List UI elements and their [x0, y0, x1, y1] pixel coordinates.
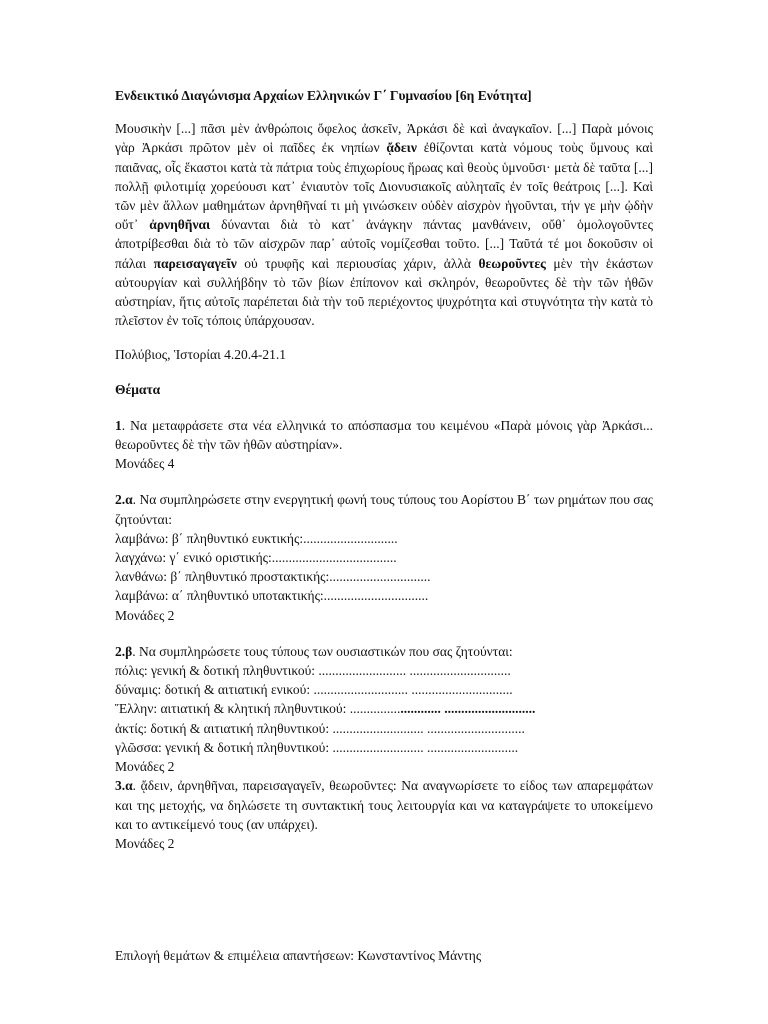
- question-1-marks: Μονάδες 4: [115, 456, 175, 472]
- question-2b-item: [115, 699, 653, 718]
- question-2a-body: . Να συμπληρώσετε στην ενεργητική φωνή τους τύπους του Αορίστου Β΄ των ρημάτων που σας ζητούνται:: [115, 492, 653, 527]
- question-1: [115, 416, 653, 474]
- passage-keyword-pareisagagein: παρεισαγαγεῖν: [153, 255, 237, 271]
- passage-keyword-arnithinai: ἀρνηθῆναι: [149, 217, 211, 233]
- question-3a-number: 3.α: [115, 778, 133, 794]
- document-title: Ενδεικτικό Διαγώνισμα Αρχαίων Ελληνικών Γ΄ Γυμνασίου [6η Ενότητα]: [115, 88, 532, 103]
- passage-text-4: οὐ τρυφῆς καὶ περιουσίας χάριν, ἀλλὰ: [244, 255, 471, 271]
- document-content: [115, 86, 653, 853]
- passage-keyword-adein: ᾄδειν: [386, 140, 417, 156]
- question-2b-marks: Μονάδες 2: [115, 759, 175, 775]
- passage-text-5: μὲν τὴν ἑκάστων αὐτουργίαν καὶ συλλήβδην τὸ τῶν βίων ἐπίπονον καὶ σκληρόν, θεωροῦντες δὲ τὴν τῶν ἠθῶν αὐστηρίαν, ἥτις αὐτοῖς παρέπεται διὰ τὴν τοῦ περιέχοντος ψυχρότητα καὶ στυγνότητα τὴν κατὰ τὸ πλεῖστον ἐν τοῖς τόποις ὑπάρχουσαν.: [115, 255, 654, 329]
- question-3a-body: . ᾄδειν, ἀρνηθῆναι, παρεισαγαγεῖν, θεωροῦντες: Να αναγνωρίσετε το είδος των απαρεμφάτων και της μετοχής, να δηλώσετε τη συντακτική τους λειτουργία και να καταγράψετε το υποκείμενο και το αντικείμενό τους (αν υπάρχει).: [115, 778, 653, 832]
- question-2b-number: 2.β: [115, 643, 133, 659]
- question-2a-item: λαμβάνω: β΄ πληθυντικό ευκτικής:............................: [115, 530, 398, 546]
- question-2b-item: γλῶσσα: γενική & δοτική πληθυντικού: ........................... ...........................: [115, 739, 519, 755]
- question-2a-marks: Μονάδες 2: [115, 607, 175, 623]
- greek-passage: [115, 119, 653, 330]
- passage-source: Πολύβιος, Ἱστορίαι 4.20.4-21.1: [115, 347, 286, 363]
- question-2a-text: [115, 490, 653, 528]
- question-2a-item: λανθάνω: β΄ πληθυντικό προστακτικής:..............................: [115, 569, 431, 585]
- passage-text-2: ἐθίζονται κατὰ νόμους τοὺς ὕμνους καὶ παιᾶνας, οἷς ἕκαστοι κατὰ τὰ πάτρια τοὺς ἐπιχωρίους ἥρωας καὶ θεοὺς ὑμνοῦσι· μετὰ δὲ ταῦτα [...] πολλῇ φιλοτιμίᾳ χορεύουσι κατ᾽ ἐνιαυτὸν τοῖς Διονυσιακοῖς αὐληταῖς ἐν τοῖς θεάτροις [...]. Καὶ τῶν μὲν ἄλλων μαθημάτων ἀρνηθῆναί τι μὴ γινώσκειν οὐδὲν αἰσχρὸν ἡγοῦνται, τήν γε μὴν ᾠδὴν οὔτ᾽: [115, 140, 654, 233]
- question-1-body: . Να μεταφράσετε στα νέα ελληνικά το απόσπασμα του κειμένου «Παρὰ μόνοις γὰρ Ἀρκάσι... θεωροῦντες δὲ τὴν τῶν ἠθῶν αὐστηρίαν».: [115, 417, 653, 453]
- passage-text-3: δύνανται διὰ τὸ κατ᾽ ἀνάγκην πάντας μανθάνειν, οὔθ᾽ ὁμολογοῦντες ἀποτρίβεσθαι διὰ τὸ τῶν αἰσχρῶν παρ᾽ αὐτοῖς νομίζεσθαι τοῦτο. [...] Ταῦτά τέ μοι δοκοῦσιν οἱ πάλαι: [115, 217, 654, 271]
- question-3a-marks: Μονάδες 2: [115, 835, 175, 851]
- question-2a: [115, 490, 653, 624]
- question-2b-item-bold-dots: ............ ...........................: [400, 701, 536, 717]
- question-3a: [115, 776, 653, 853]
- question-2b: [115, 642, 653, 776]
- question-2b-body: . Να συμπληρώσετε τους τύπους των ουσιαστικών που σας ζητούνται:: [132, 643, 513, 659]
- question-2b-item-text: Ἕλλην: αιτιατική & κλητική πληθυντικού: ...............: [115, 701, 401, 717]
- question-2b-item: δύναμις: δοτική & αιτιατική ενικού: ............................ ..............................: [115, 682, 513, 698]
- question-1-number: 1: [115, 417, 122, 433]
- question-2b-text: [115, 642, 653, 661]
- question-2a-item: λαγχάνω: γ΄ ενικό οριστικής:.....................................: [115, 550, 397, 566]
- question-2a-item: λαμβάνω: α΄ πληθυντικό υποτακτικής:...............................: [115, 588, 429, 604]
- passage-text-1: Μουσικὴν [...] πᾶσι μὲν ἀνθρώποις ὄφελος ἀσκεῖν, Ἀρκάσι δὲ καὶ ἀναγκαῖον. [...] Παρὰ μόνοις γὰρ Ἀρκάσι πρῶτον μὲν οἱ παῖδες ἐκ νηπίων: [115, 121, 653, 156]
- question-2a-number: 2.α: [115, 492, 133, 508]
- question-3a-text: [115, 776, 653, 834]
- question-1-text: [115, 416, 653, 454]
- document-footer: Επιλογή θεμάτων & επιμέλεια απαντήσεων: Κωνσταντίνος Μάντης: [115, 948, 482, 963]
- question-2b-item: πόλις: γενική & δοτική πληθυντικού: .......................... ..............................: [115, 663, 511, 679]
- question-2b-item: ἀκτίς: δοτική & αιτιατική πληθυντικού: ........................... .............................: [115, 720, 525, 736]
- themes-heading: Θέματα: [115, 381, 161, 397]
- passage-keyword-theorountes: θεωροῦντες: [478, 255, 546, 271]
